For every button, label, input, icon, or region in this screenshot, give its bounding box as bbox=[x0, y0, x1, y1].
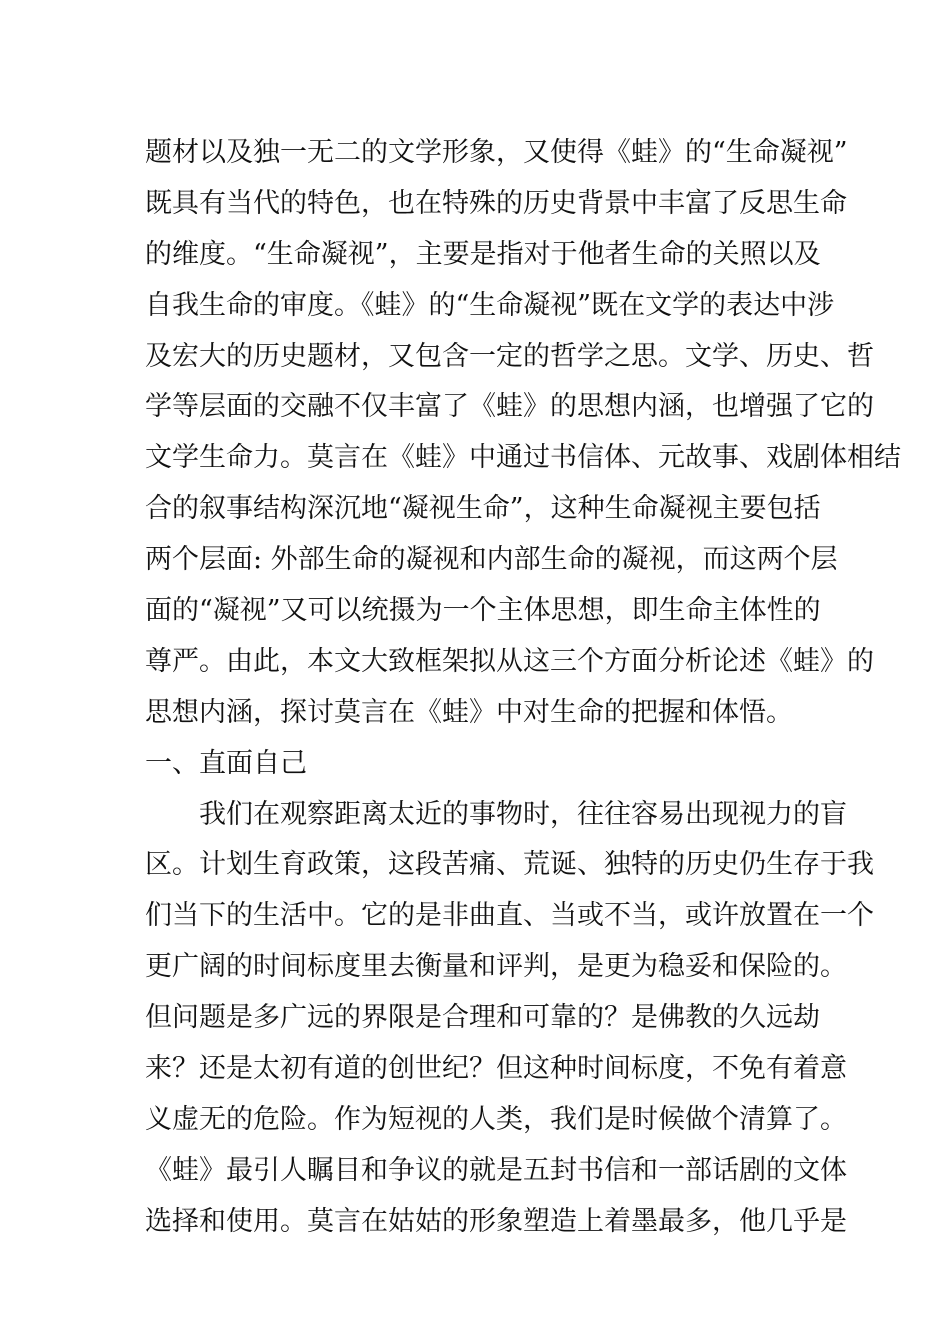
section-heading: 一、直面自己 bbox=[145, 747, 307, 779]
text-line: 我们在观察距离太近的事物时，往往容易出现视力的盲 bbox=[199, 798, 847, 830]
text-line: 义虚无的危险。作为短视的人类，我们是时候做个清算了。 bbox=[145, 1103, 847, 1135]
text-line: 但问题是多广远的界限是合理和可靠的？是佛教的久远劫 bbox=[145, 1002, 820, 1034]
text-line: 《蛙》最引人瞩目和争议的就是五封书信和一部话剧的文体 bbox=[145, 1154, 847, 1186]
text-line: 及宏大的历史题材，又包含一定的哲学之思。文学、历史、哲 bbox=[145, 340, 874, 372]
text-line: 思想内涵，探讨莫言在《蛙》中对生命的把握和体悟。 bbox=[145, 696, 793, 728]
text-line: 面的“凝视”又可以统摄为一个主体思想，即生命主体性的 bbox=[145, 595, 821, 627]
text-line: 题材以及独一无二的文学形象，又使得《蛙》的“生命凝视” bbox=[145, 137, 848, 168]
body-text bbox=[145, 128, 901, 1248]
text-line: 的维度。“生命凝视”，主要是指对于他者生命的关照以及 bbox=[145, 238, 821, 270]
text-line: 自我生命的审度。《蛙》的“生命凝视”既在文学的表达中涉 bbox=[145, 289, 835, 321]
text-line: 文学生命力。莫言在《蛙》中通过书信体、元故事、戏剧体相结 bbox=[145, 442, 901, 474]
text-line: 合的叙事结构深沉地“凝视生命”，这种生命凝视主要包括 bbox=[145, 493, 821, 525]
text-line: 两个层面: 外部生命的凝视和内部生命的凝视，而这两个层 bbox=[145, 544, 838, 576]
text-line: 学等层面的交融不仅丰富了《蛙》的思想内涵，也增强了它的 bbox=[145, 391, 874, 423]
text-line: 们当下的生活中。它的是非曲直、当或不当，或许放置在一个 bbox=[145, 900, 874, 932]
text-line: 来？还是太初有道的创世纪？但这种时间标度，不免有着意 bbox=[145, 1053, 847, 1085]
text-line: 选择和使用。莫言在姑姑的形象塑造上着墨最多，他几乎是 bbox=[145, 1205, 847, 1237]
text-line: 区。计划生育政策，这段苦痛、荒诞、独特的历史仍生存于我 bbox=[145, 849, 874, 881]
text-line: 既具有当代的特色，也在特殊的历史背景中丰富了反思生命 bbox=[145, 187, 847, 219]
text-line: 更广阔的时间标度里去衡量和评判，是更为稳妥和保险的。 bbox=[145, 951, 847, 983]
text-line: 尊严。由此，本文大致框架拟从这三个方面分析论述《蛙》的 bbox=[145, 645, 874, 677]
